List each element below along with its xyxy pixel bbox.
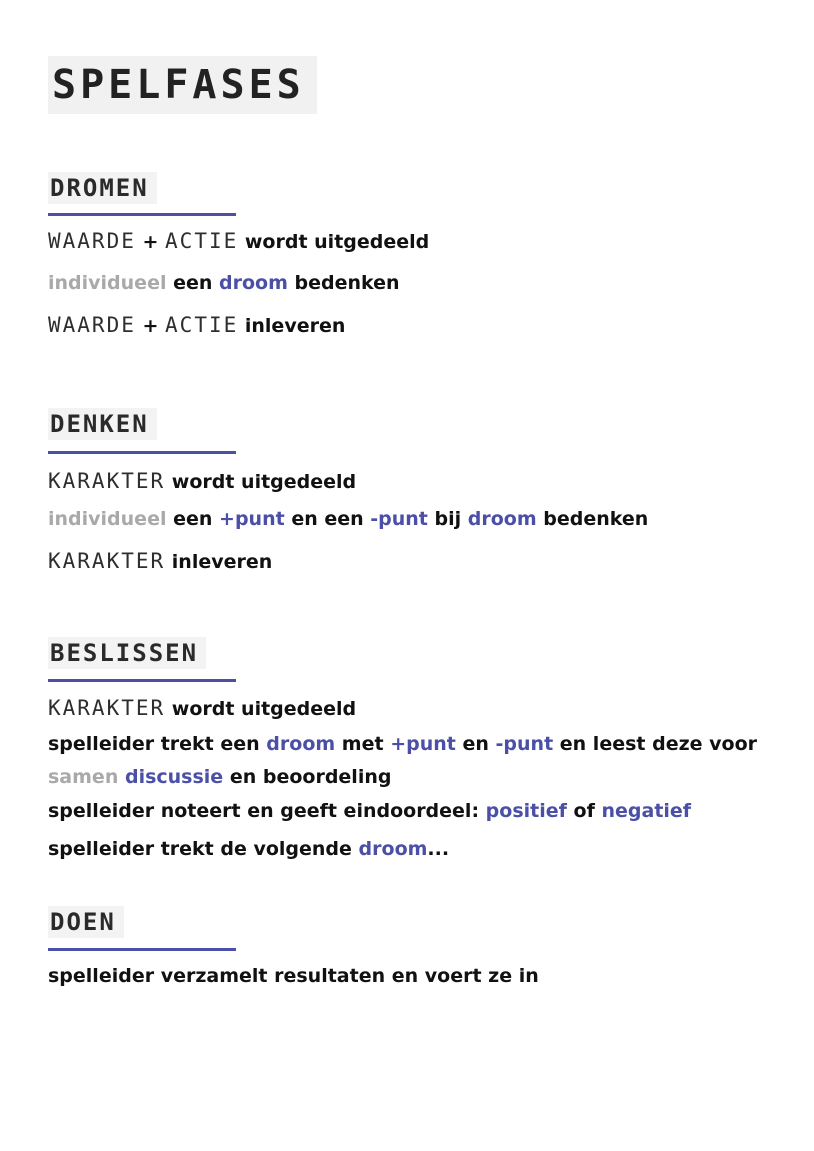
section-divider [48, 451, 236, 454]
page-title: SPELFASES [48, 56, 317, 114]
muted-word: individueel [48, 508, 167, 530]
beslissen-line-3 [48, 764, 391, 790]
beslissen-line-1 [48, 695, 356, 722]
section-heading-denken: DENKEN [48, 408, 157, 440]
accent-word: positief [485, 800, 567, 822]
section-heading-dromen: DROMEN [48, 172, 157, 204]
section-heading-doen: DOEN [48, 906, 124, 938]
ellipsis: ... [427, 838, 450, 860]
handwritten-word: WAARDE [48, 229, 136, 253]
accent-word: droom [219, 272, 288, 294]
accent-word: droom [467, 508, 537, 530]
line-text: wordt uitgedeeld [171, 698, 357, 720]
handwritten-word: ACTIE [165, 313, 239, 337]
beslissen-line-5 [48, 836, 449, 862]
accent-word: +punt [219, 508, 285, 530]
line-text: en leest deze voor [559, 733, 758, 755]
section-divider [48, 948, 236, 951]
dromen-line-2 [48, 270, 400, 296]
denken-line-2 [48, 506, 648, 532]
accent-word: discussie [124, 766, 224, 788]
line-text: wordt uitgedeeld [171, 471, 357, 493]
line-text: spelleider verzamelt resultaten en voert ze in [48, 965, 539, 987]
line-text: wordt uitgedeeld [244, 231, 430, 253]
handwritten-word: ACTIE [165, 229, 239, 253]
line-text: bedenken [543, 508, 649, 530]
handwritten-word: KARAKTER [48, 696, 166, 720]
accent-word: -punt [370, 508, 428, 530]
dromen-line-3 [48, 312, 345, 339]
accent-word: droom [358, 838, 428, 860]
line-text: spelleider noteert en geeft eindoordeel: [48, 800, 480, 822]
handwritten-word: KARAKTER [48, 469, 166, 493]
muted-word: samen [48, 766, 119, 788]
handwritten-word: WAARDE [48, 313, 136, 337]
plus-sign: + [142, 315, 159, 337]
line-text: of [573, 800, 595, 822]
line-text: spelleider trekt een [48, 733, 260, 755]
line-text: bedenken [294, 272, 400, 294]
section-divider [48, 213, 236, 216]
line-text: bij [434, 508, 462, 530]
handwritten-word: KARAKTER [48, 549, 166, 573]
accent-word: -punt [495, 733, 554, 755]
line-text: en [462, 733, 489, 755]
line-text: inleveren [171, 551, 273, 573]
section-heading-beslissen: BESLISSEN [48, 637, 206, 669]
doen-line-1 [48, 963, 539, 989]
line-text: een [173, 508, 213, 530]
accent-word: negatief [601, 800, 692, 822]
beslissen-line-4 [48, 798, 691, 824]
beslissen-line-2 [48, 731, 757, 757]
plus-sign: + [142, 231, 159, 253]
line-text: spelleider trekt de volgende [48, 838, 352, 860]
line-text: en beoordeling [229, 766, 392, 788]
accent-word: droom [266, 733, 336, 755]
line-text: met [341, 733, 384, 755]
dromen-line-1 [48, 228, 429, 255]
denken-line-1 [48, 468, 356, 495]
denken-line-3 [48, 548, 272, 575]
line-text: inleveren [244, 315, 346, 337]
section-divider [48, 679, 236, 682]
line-text: een [173, 272, 213, 294]
muted-word: individueel [48, 272, 167, 294]
accent-word: +punt [390, 733, 456, 755]
line-text: en een [291, 508, 364, 530]
